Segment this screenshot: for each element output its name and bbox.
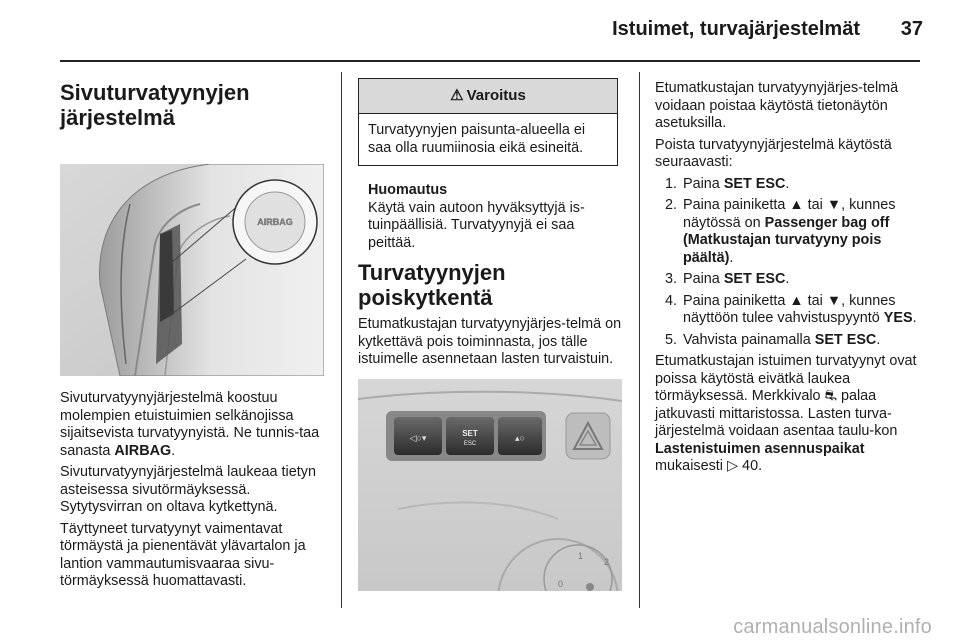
dashboard-buttons-illustration [358,379,622,591]
watermark: carmanualsonline.info [733,616,932,638]
note [358,182,624,252]
column-divider [341,72,342,608]
warning-text: Turvatyynyjen paisunta-alueella ei saa olla ruumiinosia eikä esineitä. [368,122,586,156]
paragraph: Sivuturvatyynyjärjestelmä laukeaa tietyn asteisessa sivutörmäyksessä. Sytytysvirran on oltava kytkettynä. [60,464,316,515]
header-rule [60,60,920,62]
warning-triangle-icon: ⚠ [450,87,464,105]
header-title: Istuimet, turvajärjestelmät [612,18,860,40]
warning-header: ⚠ Varoitus [359,79,617,114]
steps-list [655,176,920,350]
paragraph: Etumatkustajan turvatyynyjärjes-telmä on kytkettävä pois toiminnasta, jos tälle istuimelle asennetaan lasten turvaistuin. [358,316,622,367]
page-reference-icon: ▷ [726,458,739,474]
warning-box [358,78,618,166]
svg-text:1: 1 [578,550,584,561]
svg-text:2: 2 [604,556,610,567]
paragraph: Täyttyneet turvatyynyt vaimentavat törmäystä ja pienentävät ylävartalon ja lantion vammautumisvaaraa sivu-törmäyksessä huomattavasti. [60,520,306,589]
column-3 [655,80,920,480]
section-heading: Turvatyynyjen poiskytkentä [358,260,506,310]
note-title: Huomautus [368,182,448,198]
page-number: 37 [900,18,923,40]
page-reference[interactable]: 40. [738,458,763,474]
section-heading: Sivuturvatyynyjen järjestelmä [60,80,250,130]
column-1 [60,80,328,595]
svg-text:▴○: ▴○ [515,432,525,443]
set-button-label: SET [462,428,478,438]
svg-text:◁○▾: ◁○▾ [409,432,427,443]
list-item: 3. Paina SET ESC. [665,271,790,287]
seat-airbag-illustration [60,164,324,376]
svg-text:0: 0 [558,578,564,589]
esc-button-label: ESC [463,440,477,447]
list-item: 1. Paina SET ESC. [665,175,790,192]
column-divider [639,72,640,608]
page-header [0,0,960,62]
airbag-off-indicator-icon: ⛐ [824,388,837,404]
list-item: 5. Vahvista painamalla SET ESC. [665,331,881,348]
list-item: 2. Paina painiketta ▲ tai ▼, kunnes näytössä on Passenger bag off (Matkustajan turvatyyny pois päältä). [665,197,896,266]
paragraph: Etumatkustajan turvatyynyjärjes-telmä voidaan poistaa käytöstä tietonäytön asetuksilla. [655,80,899,131]
paragraph: Etumatkustajan istuimen turvatyynyt ovat poissa käytöstä eivätkä laukea törmäyksessä. Merkkivalo ⛐ palaa jatkuvasti mittaristossa. Lasten turva-järjestelmä voidaan asentaa taulu-kon Lastenistuimen asennuspaikat mukaisesti ▷ 40. [655,353,917,474]
note-text: Käytä vain autoon hyväksyttyjä is-tuinpäällisiä. Turvatyynyjä ei saa peittää. [368,199,585,251]
airbag-emblem: AIRBAG [257,217,293,227]
list-item: 4. Paina painiketta ▲ tai ▼, kunnes näyttöön tulee vahvistuspyyntö YES. [665,292,917,326]
paragraph: Sivuturvatyynyjärjestelmä koostuu molempien etuistuimien selkänojissa sijaitsevista turvatyynyistä. Ne tunnis-taa sanasta AIRBAG. [60,390,320,459]
paragraph: Poista turvatyynyjärjestelmä käytöstä seuraavasti: [655,136,892,170]
column-2 [358,78,624,591]
